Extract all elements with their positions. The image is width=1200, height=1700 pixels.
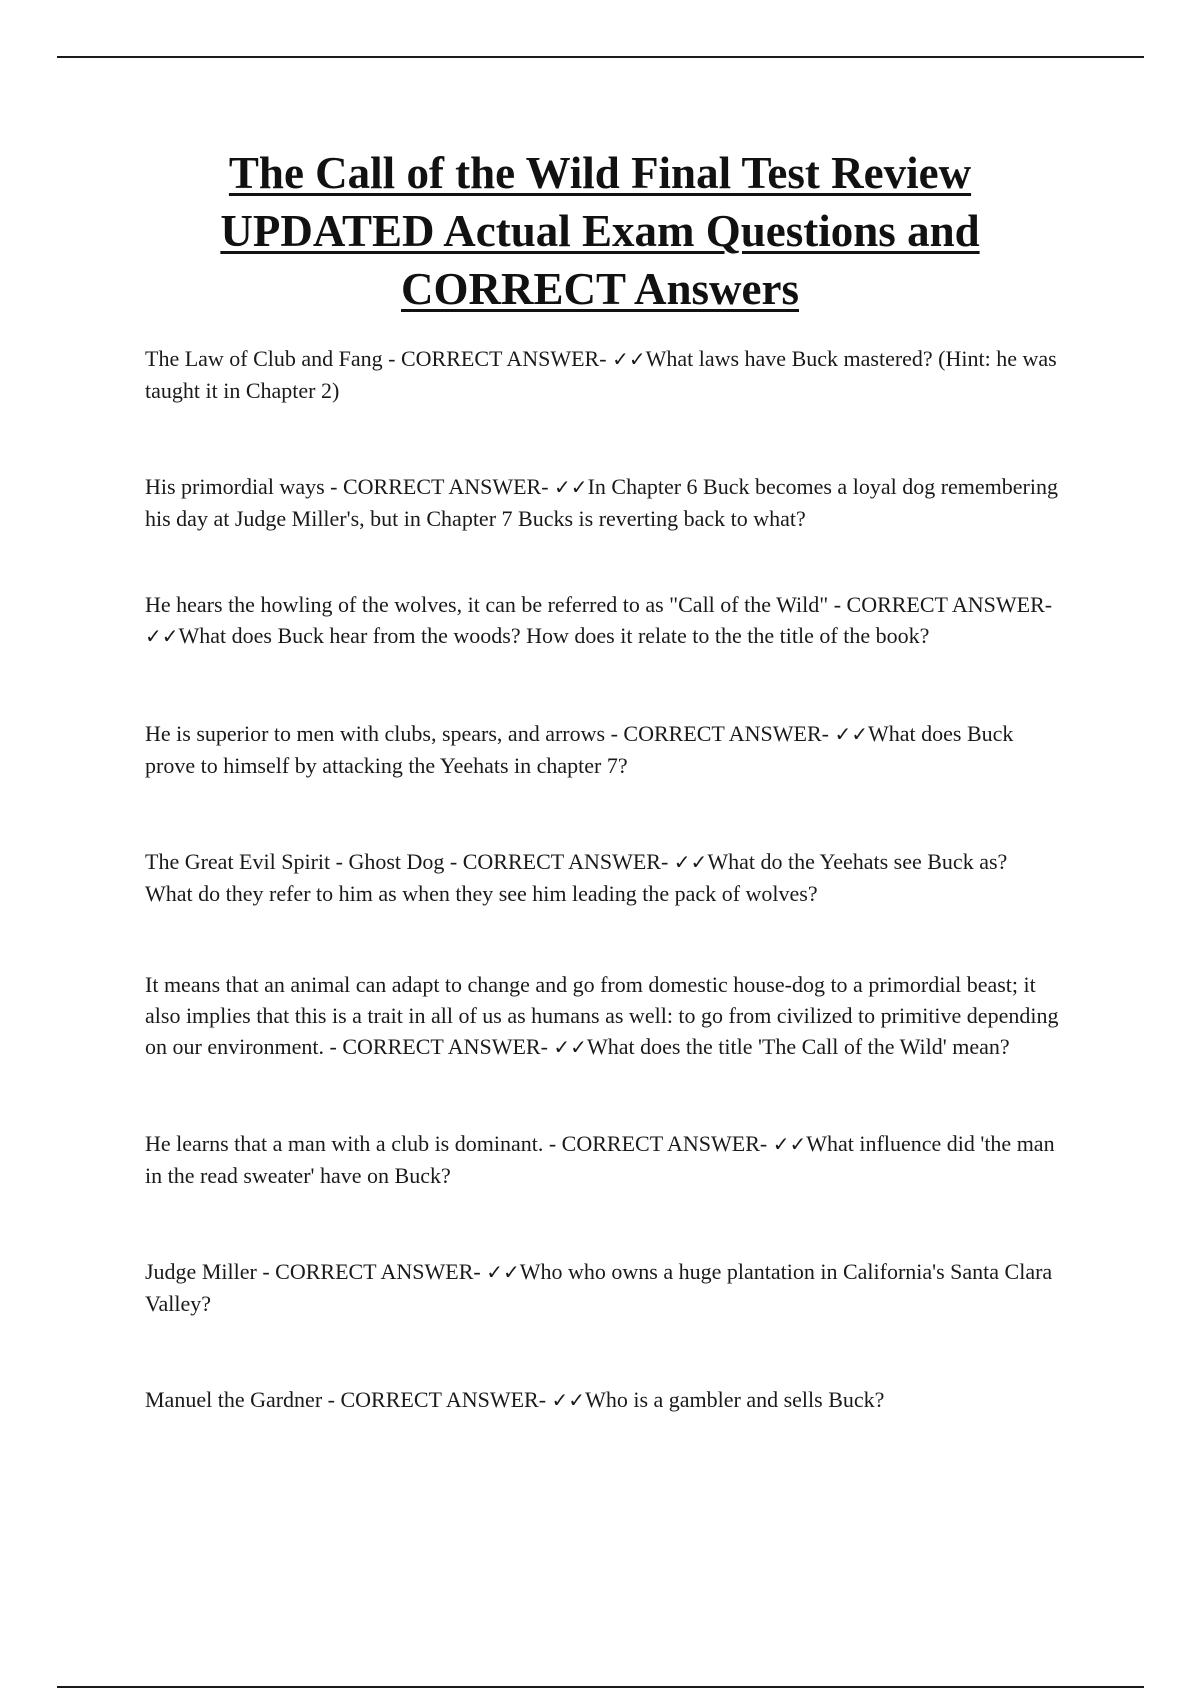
question-text: In Chapter 6 Buck becomes a loyal dog remembering his day at Judge Miller's, but in Chapter 7 Bucks is reverting back to what?	[145, 474, 1058, 531]
double-check-icon: ✓✓	[145, 624, 179, 648]
qa-entry-8	[145, 1256, 1060, 1319]
answer-separator: - CORRECT ANSWER-	[828, 592, 1053, 617]
qa-entry-5	[145, 846, 1060, 909]
answer-separator: - CORRECT ANSWER-	[324, 1034, 554, 1059]
bottom-rule	[57, 1686, 1144, 1688]
answer-separator: - CORRECT ANSWER-	[256, 1259, 487, 1284]
answer-text: The Great Evil Spirit - Ghost Dog	[145, 849, 445, 874]
answer-text: He learns that a man with a club is dominant.	[145, 1131, 544, 1156]
double-check-icon: ✓✓	[554, 475, 588, 499]
qa-entry-1	[145, 343, 1060, 406]
double-check-icon: ✓✓	[834, 722, 868, 746]
qa-list	[145, 343, 1060, 1416]
title-line-3: CORRECT Answers	[401, 264, 799, 314]
qa-entry-4	[145, 718, 1060, 781]
answer-text: He hears the howling of the wolves, it can be referred to as "Call of the Wild"	[145, 592, 829, 617]
question-text: Who who owns a huge plantation in California's Santa Clara Valley?	[145, 1259, 1053, 1316]
question-text: What laws have Buck mastered? (Hint: he was taught it in Chapter 2)	[145, 346, 1057, 403]
answer-separator: - CORRECT ANSWER-	[543, 1131, 773, 1156]
qa-entry-6	[145, 969, 1060, 1063]
double-check-icon: ✓✓	[673, 850, 708, 874]
answer-separator: - CORRECT ANSWER-	[605, 721, 835, 746]
answer-text: Manuel the Gardner	[145, 1387, 323, 1412]
double-check-icon: ✓✓	[553, 1035, 587, 1059]
title-line-1: The Call of the Wild Final Test Review	[228, 148, 972, 198]
answer-separator: - CORRECT ANSWER-	[444, 849, 674, 874]
answer-text: It means that an animal can adapt to change and go from domestic house-dog to a primordial beast; it also implies that this is a trait in all of us as humans as well: to go from civilized to primitive depending on our environment.	[145, 972, 1059, 1059]
question-text: What influence did 'the man in the read sweater' have on Buck?	[145, 1131, 1055, 1188]
qa-entry-7	[145, 1128, 1060, 1191]
answer-separator: - CORRECT ANSWER-	[324, 474, 555, 499]
question-text: What do the Yeehats see Buck as? What do they refer to him as when they see him leading the pack of wolves?	[145, 849, 1008, 906]
qa-entry-9	[145, 1384, 1060, 1416]
title-line-2: UPDATED Actual Exam Questions and	[220, 206, 980, 256]
answer-text: He is superior to men with clubs, spears, and arrows	[145, 721, 606, 746]
answer-text: The Law of Club and Fang	[145, 346, 383, 371]
question-text: What does the title 'The Call of the Wild' mean?	[586, 1034, 1010, 1059]
double-check-icon: ✓✓	[551, 1388, 586, 1412]
double-check-icon: ✓✓	[772, 1132, 807, 1156]
qa-entry-3	[145, 589, 1060, 652]
document-title	[100, 144, 1100, 318]
double-check-icon: ✓✓	[486, 1260, 520, 1284]
answer-separator: - CORRECT ANSWER-	[322, 1387, 552, 1412]
qa-entry-2	[145, 471, 1060, 534]
question-text: What does Buck prove to himself by attacking the Yeehats in chapter 7?	[145, 721, 1014, 778]
top-rule	[57, 56, 1144, 58]
question-text: What does Buck hear from the woods? How does it relate to the the title of the book?	[178, 623, 930, 648]
answer-separator: - CORRECT ANSWER-	[382, 346, 613, 371]
double-check-icon: ✓✓	[612, 347, 646, 371]
answer-text: Judge Miller	[145, 1259, 257, 1284]
answer-text: His primordial ways	[145, 474, 325, 499]
question-text: Who is a gambler and sells Buck?	[585, 1387, 885, 1412]
